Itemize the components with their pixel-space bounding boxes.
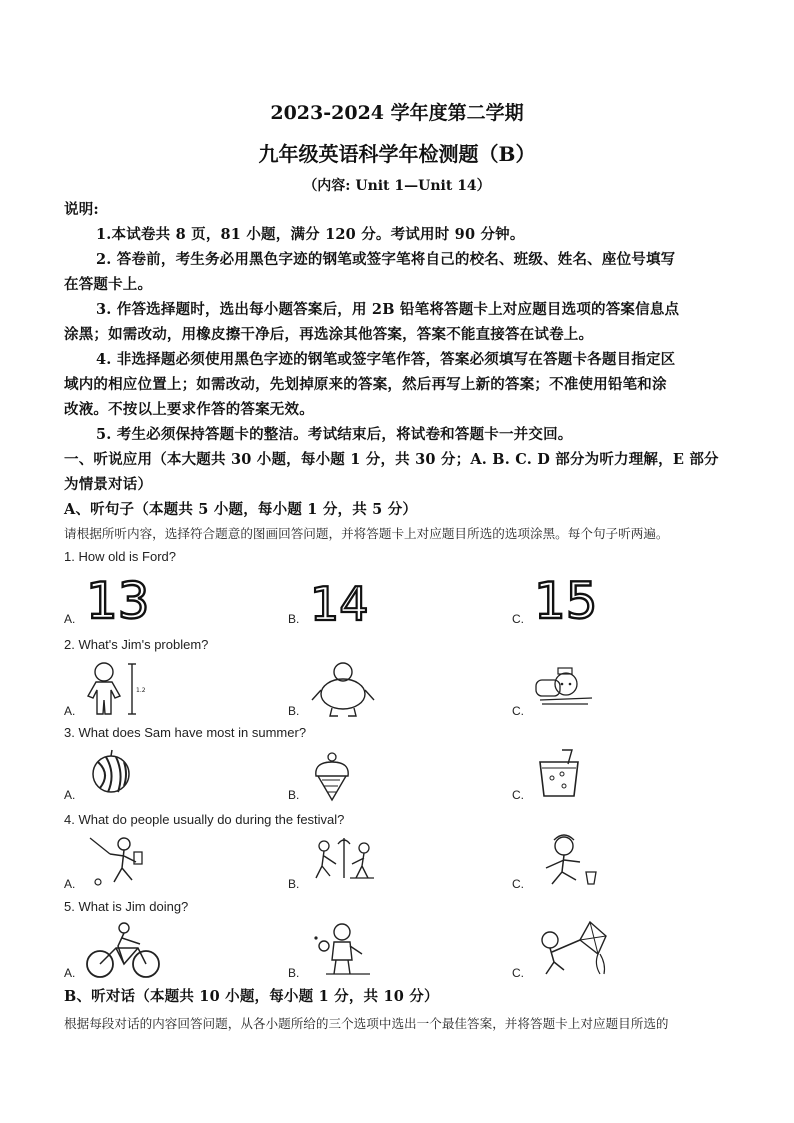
instruction-line: 域内的相应位置上；如需改动，先划掉原来的答案，然后再写上新的答案；不准使用铅笔和涂	[64, 376, 667, 393]
option-label: A.	[64, 877, 76, 891]
option-label: B.	[288, 704, 300, 718]
instruction-line: 3. 作答选择题时，选出每小题答案后，用 2B 铅笔将答题卡上对应题目选项的答案信息点	[96, 301, 680, 318]
playing-ping-pong-picture	[312, 920, 376, 978]
option-label: C.	[512, 966, 524, 980]
content-scope: （内容: Unit 1—Unit 14）	[303, 178, 491, 194]
instruction-line: 在答题卡上。	[64, 276, 153, 293]
sick-in-bed-picture	[532, 660, 602, 710]
planting-trees-picture	[310, 834, 378, 888]
option-label: C.	[512, 788, 524, 802]
cold-drink-picture	[534, 748, 584, 800]
section-a-heading: A、听句子（本题共 5 小题，每小题 1 分，共 5 分）	[64, 501, 418, 518]
question-5: 5. What is Jim doing?	[64, 899, 189, 914]
number-15-picture	[530, 572, 610, 624]
number-14-picture	[306, 576, 386, 626]
ice-cream-picture	[310, 750, 354, 802]
height-mark: 1.2	[136, 687, 146, 694]
option-label: B.	[288, 877, 300, 891]
short-person-picture	[84, 660, 156, 718]
climbing-mountain-picture	[84, 834, 152, 888]
number-13-text: 13	[86, 572, 150, 624]
part-one-heading: 一、听说应用（本大题共 30 小题，每小题 1 分，共 30 分；A. B. C. D 部分为听力理解，E 部分	[64, 451, 719, 468]
riding-bike-picture	[84, 920, 164, 980]
watermelon-picture	[88, 748, 134, 796]
number-14-text: 14	[310, 577, 369, 626]
option-label: A.	[64, 704, 76, 718]
option-label: A.	[64, 612, 76, 626]
instructions-heading: 说明:	[64, 201, 99, 218]
part-one-heading-cont: 为情景对话）	[64, 476, 153, 493]
number-15-text: 15	[534, 572, 598, 624]
option-label: A.	[64, 788, 76, 802]
instruction-line: 5. 考生必须保持答题卡的整洁。考试结束后，将试卷和答题卡一并交回。	[96, 426, 573, 443]
option-label: B.	[288, 788, 300, 802]
overweight-person-picture	[308, 660, 378, 718]
instruction-line: 4. 非选择题必须使用黑色字迹的钢笔或签字笔作答，答案必须填写在答题卡各题目指定区	[96, 351, 676, 368]
option-label: A.	[64, 966, 76, 980]
instruction-line: 涂黑；如需改动，用橡皮擦干净后，再选涂其他答案，答案不能直接答在试卷上。	[64, 326, 594, 343]
option-label: C.	[512, 612, 524, 626]
page-title: 2023-2024 学年度第二学期	[270, 102, 524, 124]
option-label: B.	[288, 966, 300, 980]
question-4: 4. What do people usually do during the festival?	[64, 812, 345, 827]
option-label: B.	[288, 612, 300, 626]
question-2: 2. What's Jim's problem?	[64, 637, 209, 652]
section-b-heading: B、听对话（本题共 10 小题，每小题 1 分，共 10 分）	[64, 988, 439, 1005]
splashing-water-picture	[532, 832, 602, 888]
question-1: 1. How old is Ford?	[64, 549, 176, 564]
instruction-line: 2. 答卷前，考生务必用黑色字迹的钢笔或签字笔将自己的校名、班级、姓名、座位号填写	[96, 251, 676, 268]
number-13-picture	[82, 572, 162, 624]
section-b-instruction: 根据每段对话的内容回答问题，从各小题所给的三个选项中选出一个最佳答案，并将答题卡上对应题目所选的	[64, 1017, 669, 1031]
question-3: 3. What does Sam have most in summer?	[64, 725, 307, 740]
instruction-line: 1.本试卷共 8 页，81 小题，满分 120 分。考试用时 90 分钟。	[96, 226, 525, 243]
option-label: C.	[512, 877, 524, 891]
instruction-line: 改液。不按以上要求作答的答案无效。	[64, 401, 314, 418]
page-subtitle: 九年级英语科学年检测题（B）	[258, 142, 536, 166]
flying-kite-picture	[534, 918, 614, 978]
option-label: C.	[512, 704, 524, 718]
section-a-instruction: 请根据所听内容，选择符合题意的图画回答问题，并将答题卡上对应题目所选的选项涂黑。每个句子听两遍。	[64, 527, 669, 541]
